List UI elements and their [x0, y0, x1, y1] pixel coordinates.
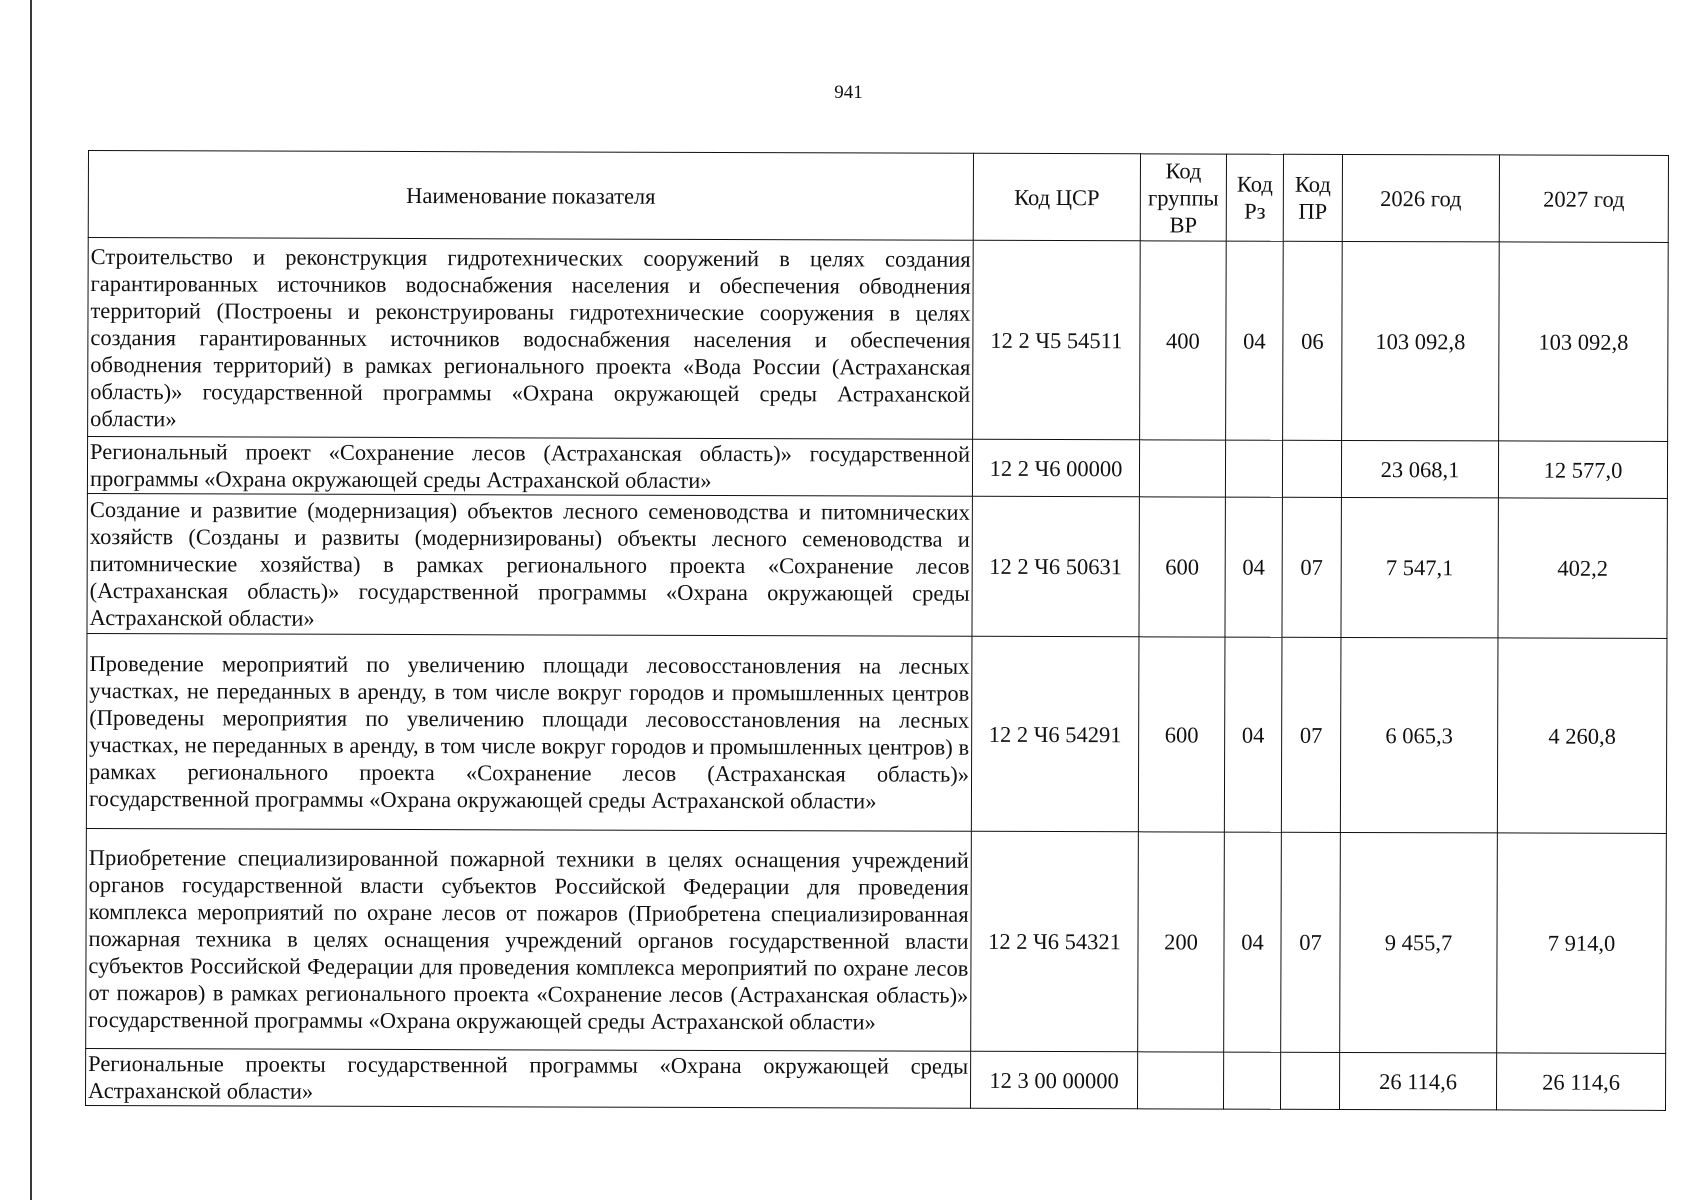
row-rz	[1225, 440, 1282, 497]
row-2026: 9 455,7	[1340, 832, 1498, 1052]
header-rz: Код Рз	[1226, 154, 1283, 241]
row-2027: 12 577,0	[1498, 441, 1667, 499]
row-2026: 103 092,8	[1342, 241, 1500, 440]
row-vr	[1139, 440, 1225, 497]
row-csr: 12 2 Ч6 54291	[971, 636, 1139, 832]
row-2026: 7 547,1	[1341, 497, 1498, 637]
table-row	[87, 437, 1667, 499]
header-2026: 2026 год	[1342, 154, 1499, 241]
row-2027: 103 092,8	[1499, 242, 1669, 442]
table-row	[86, 633, 1667, 833]
row-name: Создание и развитие (модернизация) объектов лесного семеноводства и питомнических хозяйств (Созданы и развиты (модернизированы) объекты лесного семеноводства и питомнические хозяйства) в рамках регионального проекта «Сохранение лесов (Астраханская область)» государственной программы «Охрана окружающей среды Астраханской области»	[87, 493, 972, 636]
header-vr: Код группы ВР	[1140, 154, 1226, 241]
header-name: Наименование показателя	[88, 151, 973, 241]
binding-margin-line	[30, 0, 32, 1200]
table-row	[88, 238, 1669, 442]
page-number: 941	[834, 82, 863, 103]
row-2026: 23 068,1	[1341, 440, 1498, 497]
table-row	[85, 1048, 1665, 1110]
budget-table	[85, 150, 1669, 1111]
row-vr: 600	[1138, 637, 1225, 832]
header-row	[88, 151, 1668, 243]
row-name: Строительство и реконструкция гидротехнических сооружений в целях создания гарантированных источников водоснабжения населения и обеспечения обводнения территорий (Построены и реконструированы гидротехнические сооружения в целях создания гарантированных источников водоснабжения населения и обеспечения обводнения территорий) в рамках регионального проекта «Вода России (Астраханская область)» государственной программы «Охрана окружающей среды Астраханской области»	[88, 238, 974, 440]
header-2027: 2027 год	[1499, 155, 1668, 243]
row-vr: 400	[1140, 241, 1227, 440]
row-csr: 12 2 Ч6 00000	[972, 439, 1139, 497]
row-name: Региональный проект «Сохранение лесов (Астраханская область)» государственной программы «Охрана окружающей среды Астраханской области»	[87, 437, 972, 497]
row-csr: 12 2 Ч6 54321	[971, 831, 1139, 1052]
row-vr: 600	[1139, 497, 1225, 637]
header-pr: Код ПР	[1283, 154, 1342, 241]
row-rz: 04	[1226, 241, 1284, 440]
row-pr: 06	[1283, 241, 1343, 440]
table-row	[86, 828, 1667, 1053]
table-row	[87, 493, 1667, 638]
header-csr: Код ЦСР	[973, 153, 1140, 241]
row-2026: 6 065,3	[1340, 637, 1498, 832]
row-pr	[1282, 440, 1341, 497]
row-2027: 402,2	[1498, 498, 1667, 639]
row-name: Региональные проекты государственной программы «Охрана окружающей среды Астраханской области»	[85, 1048, 970, 1108]
row-csr: 12 2 Ч6 50631	[972, 496, 1139, 637]
row-csr: 12 2 Ч5 54511	[973, 240, 1141, 440]
row-2026: 26 114,6	[1339, 1052, 1496, 1109]
row-rz: 04	[1224, 832, 1282, 1052]
row-csr: 12 3 00 00000	[970, 1051, 1137, 1109]
row-pr: 07	[1281, 637, 1341, 832]
table-body	[85, 238, 1668, 1111]
row-rz	[1223, 1052, 1280, 1109]
row-vr: 200	[1138, 832, 1225, 1052]
row-2027: 4 260,8	[1497, 638, 1667, 834]
row-pr: 07	[1282, 497, 1341, 637]
row-name: Приобретение специализированной пожарной техники в целях оснащения учреждений органов государственной власти субъектов Российской Федерации для проведения комплекса мероприятий по охране лесов от пожаров (Приобретена специализированная пожарная техника в целях оснащения учреждений органов государственной власти субъектов Российской Федерации для проведения комплекса мероприятий по охране лесов от пожаров) в рамках регионального проекта «Сохранение лесов (Астраханская область)» государственной программы «Охрана окружающей среды Астраханской области»	[86, 828, 972, 1051]
row-rz: 04	[1225, 497, 1282, 637]
row-rz: 04	[1224, 637, 1282, 832]
row-vr	[1137, 1052, 1223, 1109]
row-2027: 7 914,0	[1497, 833, 1667, 1054]
row-pr: 07	[1281, 832, 1341, 1052]
row-name: Проведение мероприятий по увеличению площади лесовосстановления на лесных участках, не переданных в аренду, в том числе вокруг городов и промышленных центров (Проведены мероприятия по увеличению площади лесовосстановления на лесных участках, не переданных в аренду, в том числе вокруг городов и промышленных центров) в рамках регионального проекта «Сохранение лесов (Астраханская область)» государственной программы «Охрана окружающей среды Астраханской области»	[86, 633, 972, 831]
table-header	[88, 151, 1668, 243]
row-2027: 26 114,6	[1496, 1053, 1665, 1111]
row-pr	[1280, 1052, 1339, 1109]
